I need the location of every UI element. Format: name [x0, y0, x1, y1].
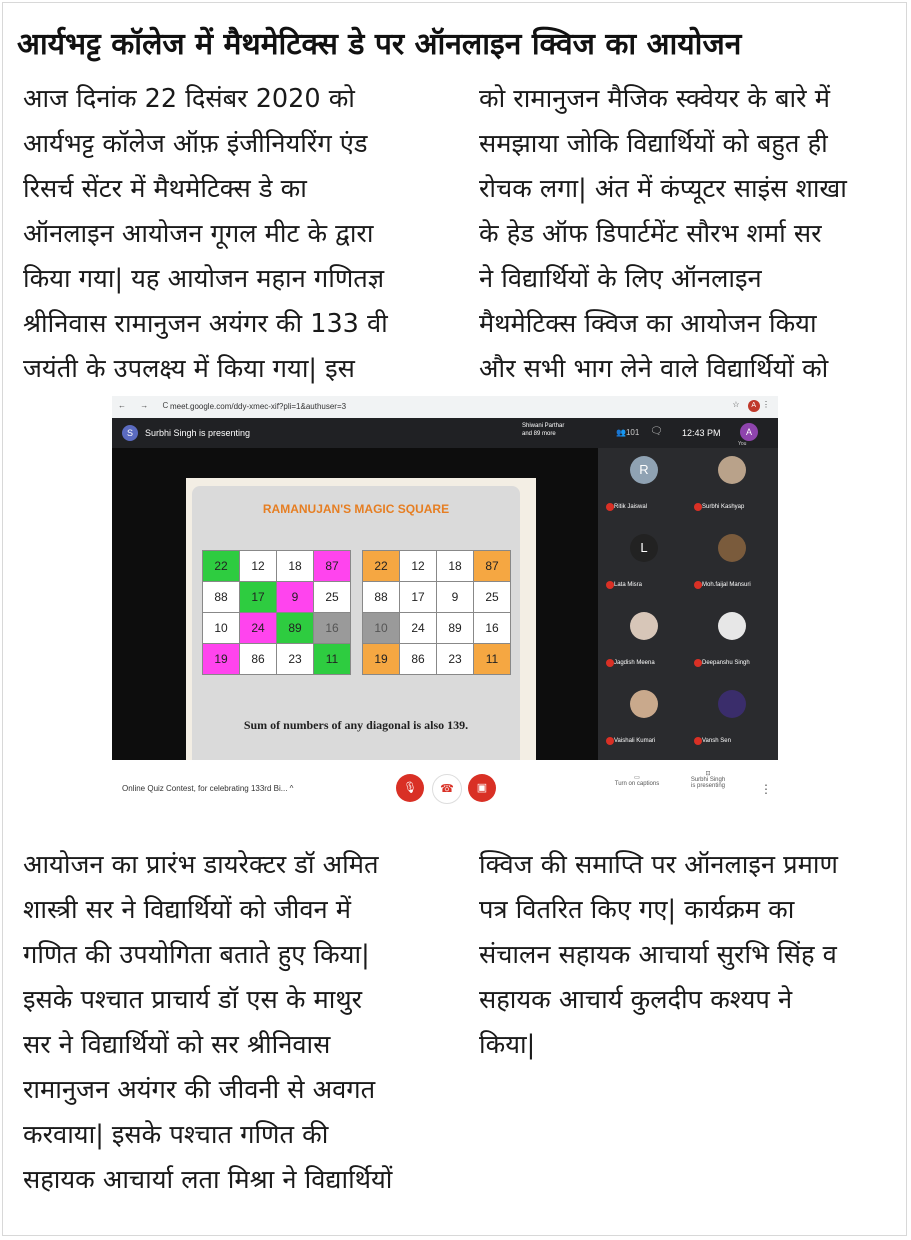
participant-tile[interactable]	[602, 682, 690, 760]
participant-avatar	[718, 534, 746, 562]
article-line: आज दिनांक 22 दिसंबर 2020 को	[23, 84, 355, 114]
square-cell: 25	[474, 582, 511, 613]
square-cell: 9	[437, 582, 474, 613]
article-line: करवाया| इसके पश्चात गणित की	[23, 1120, 329, 1150]
participant-avatar	[630, 612, 658, 640]
self-avatar: A	[740, 423, 758, 441]
meet-top-bar	[112, 418, 778, 448]
muted-mic-icon	[694, 581, 702, 589]
browser-address-bar	[112, 396, 778, 418]
present-now-button[interactable]	[677, 770, 739, 789]
article-line: शास्त्री सर ने विद्यार्थियों को जीवन में	[23, 895, 352, 925]
article-line: ऑनलाइन आयोजन गूगल मीट के द्वारा	[23, 219, 374, 249]
participants-line2: and 89 more	[522, 431, 556, 437]
article-line: गणित की उपयोगिता बताते हुए किया|	[23, 940, 370, 970]
url-text[interactable]: meet.google.com/ddy-xmec-xif?pli=1&authuser=3	[170, 402, 347, 411]
square-cell: 89	[277, 613, 314, 644]
article-column-3	[23, 843, 453, 1203]
slide	[192, 486, 520, 768]
square-cell: 23	[437, 644, 474, 675]
menu-dots-icon[interactable]: ⋮	[762, 400, 770, 409]
article-line: संचालन सहायक आचार्या सुरभि सिंह व	[479, 940, 837, 970]
article-line: रामानुजन अयंगर की जीवनी से अवगत	[23, 1075, 376, 1105]
participant-name: Deepanshu Singh	[702, 660, 750, 666]
article-line: ने विद्यार्थियों के लिए ऑनलाइन	[479, 264, 762, 294]
square-cell: 25	[314, 582, 351, 613]
square-cell: 89	[437, 613, 474, 644]
article-line: इसके पश्चात प्राचार्य डॉ एस के माथुर	[23, 985, 363, 1015]
hangup-button[interactable]: ☎	[432, 774, 462, 804]
muted-mic-icon	[694, 659, 702, 667]
square-cell: 17	[400, 582, 437, 613]
article-line: को रामानुजन मैजिक स्क्वेयर के बारे में	[479, 84, 830, 114]
participants-summary	[522, 422, 564, 438]
muted-mic-icon	[606, 737, 614, 745]
square-cell: 19	[203, 644, 240, 675]
participant-name: Surbhi Kashyap	[702, 504, 745, 510]
browser-profile-avatar[interactable]: A	[748, 400, 760, 412]
participant-avatar: R	[630, 456, 658, 484]
article-line: मैथमेटिक्स क्विज का आयोजन किया	[479, 309, 817, 339]
captions-button[interactable]	[607, 774, 667, 787]
square-cell: 24	[400, 613, 437, 644]
article-line: और सभी भाग लेने वाले विद्यार्थियों को	[479, 354, 829, 384]
muted-mic-icon	[606, 659, 614, 667]
square-cell: 86	[240, 644, 277, 675]
mic-off-button[interactable]: 🎙	[396, 774, 424, 802]
article-line: किया गया| यह आयोजन महान गणितज्ञ	[23, 264, 385, 294]
participant-tile[interactable]	[602, 604, 690, 682]
square-cell: 22	[363, 551, 400, 582]
article-line: किया|	[479, 1030, 536, 1060]
square-cell: 16	[474, 613, 511, 644]
muted-mic-icon	[606, 503, 614, 511]
square-cell: 87	[314, 551, 351, 582]
participant-avatar	[718, 612, 746, 640]
chat-icon[interactable]: 🗨	[650, 426, 663, 437]
article-line: पत्र वितरित किए गए| कार्यक्रम का	[479, 895, 795, 925]
square-cell: 88	[203, 582, 240, 613]
square-cell: 22	[203, 551, 240, 582]
participant-avatar	[718, 690, 746, 718]
self-label: You	[738, 441, 747, 447]
article-line: सर ने विद्यार्थियों को सर श्रीनिवास	[23, 1030, 331, 1060]
presenting-line2: is presenting	[690, 783, 726, 789]
star-icon[interactable]: ☆	[732, 400, 740, 409]
participant-name: Lata Misra	[614, 582, 643, 588]
participant-avatar	[718, 456, 746, 484]
browser-nav-icons[interactable]: ← → C	[118, 401, 175, 410]
square-cell: 86	[400, 644, 437, 675]
presentation-stage	[112, 448, 598, 760]
article-line: आयोजन का प्रारंभ डायरेक्टर डॉ अमित	[23, 850, 379, 880]
muted-mic-icon	[694, 503, 702, 511]
participant-avatar	[630, 690, 658, 718]
square-cell: 9	[277, 582, 314, 613]
more-options-icon[interactable]: ⋮	[760, 782, 772, 796]
article-line: सहायक आचार्य कुलदीप कश्यप ने	[479, 985, 793, 1015]
participant-tile[interactable]	[690, 682, 778, 760]
headline: आर्यभट्ट कॉलेज में मैथमेटिक्स डे पर ऑनलाइन क्विज का आयोजन	[17, 27, 742, 62]
article-column-2	[479, 77, 899, 392]
article-line: रोचक लगा| अंत में कंप्यूटर साइंस शाखा	[479, 174, 847, 204]
participant-avatar: L	[630, 534, 658, 562]
presenting-line1: Surbhi Singh	[690, 777, 726, 783]
article-line: रिसर्च सेंटर में मैथमेटिक्स डे का	[23, 174, 307, 204]
presenter-banner: Surbhi Singh is presenting	[145, 428, 251, 438]
square-cell: 17	[240, 582, 277, 613]
article-line: आर्यभट्ट कॉलेज ऑफ़ इंजीनियरिंग एंड	[23, 129, 368, 159]
magic-square-2	[362, 550, 511, 675]
participant-tile[interactable]	[602, 526, 690, 604]
square-cell: 12	[400, 551, 437, 582]
square-cell: 16	[314, 613, 351, 644]
square-cell: 12	[240, 551, 277, 582]
meeting-name[interactable]: Online Quiz Contest, for celebrating 133rd Bi... ^	[122, 784, 294, 793]
article-line: समझाया जोकि विद्यार्थियों को बहुत ही	[479, 129, 828, 159]
article-line: जयंती के उपलक्ष्य में किया गया| इस	[23, 354, 355, 384]
square-cell: 11	[314, 644, 351, 675]
magic-square-1	[202, 550, 351, 675]
participant-tile[interactable]	[690, 526, 778, 604]
meeting-time: 12:43 PM	[682, 428, 721, 438]
muted-mic-icon	[694, 737, 702, 745]
square-cell: 23	[277, 644, 314, 675]
people-count: 101	[625, 428, 640, 437]
article-line: के हेड ऑफ डिपार्टमेंट सौरभ शर्मा सर	[479, 219, 822, 249]
square-cell: 18	[437, 551, 474, 582]
meet-bottom-bar	[112, 760, 778, 820]
article-line: श्रीनिवास रामानुजन अयंगर की 133 वी	[23, 309, 388, 339]
participant-name: Ritik Jaiswal	[614, 504, 648, 510]
captions-label: Turn on captions	[614, 781, 660, 787]
article-line: क्विज की समाप्ति पर ऑनलाइन प्रमाण	[479, 850, 838, 880]
people-icon[interactable]: 👥101	[616, 428, 640, 437]
square-cell: 18	[277, 551, 314, 582]
square-cell: 24	[240, 613, 277, 644]
camera-off-button[interactable]: ▣	[468, 774, 496, 802]
google-meet-screenshot	[112, 396, 778, 820]
participant-tile[interactable]	[602, 448, 690, 526]
muted-mic-icon	[606, 581, 614, 589]
participants-line1: Shiwani Parthar	[522, 423, 565, 429]
square-cell: 19	[363, 644, 400, 675]
present-icon: ⊡	[705, 771, 711, 777]
square-cell: 10	[363, 613, 400, 644]
captions-icon: ▭	[634, 775, 640, 781]
square-cell: 10	[203, 613, 240, 644]
article-column-4	[479, 843, 899, 1068]
presenter-avatar: S	[122, 425, 138, 441]
square-cell: 87	[474, 551, 511, 582]
participant-tiles	[598, 448, 778, 760]
participant-tile[interactable]	[690, 604, 778, 682]
browser-right-icons	[732, 400, 770, 412]
participant-name: Jagdish Meena	[614, 660, 655, 666]
slide-footer: Sum of numbers of any diagonal is also 139.	[243, 718, 469, 732]
participant-name: Moh.faijal Mansuri	[702, 582, 751, 588]
square-cell: 11	[474, 644, 511, 675]
participant-name: Vansh Sen	[702, 738, 731, 744]
participant-tile[interactable]	[690, 448, 778, 526]
article-line: सहायक आचार्या लता मिश्रा ने विद्यार्थियों	[23, 1165, 393, 1195]
square-cell: 88	[363, 582, 400, 613]
article-column-1	[23, 77, 453, 392]
participant-name: Vaishali Kumari	[614, 738, 656, 744]
slide-title: RAMANUJAN'S MAGIC SQUARE	[262, 502, 450, 516]
